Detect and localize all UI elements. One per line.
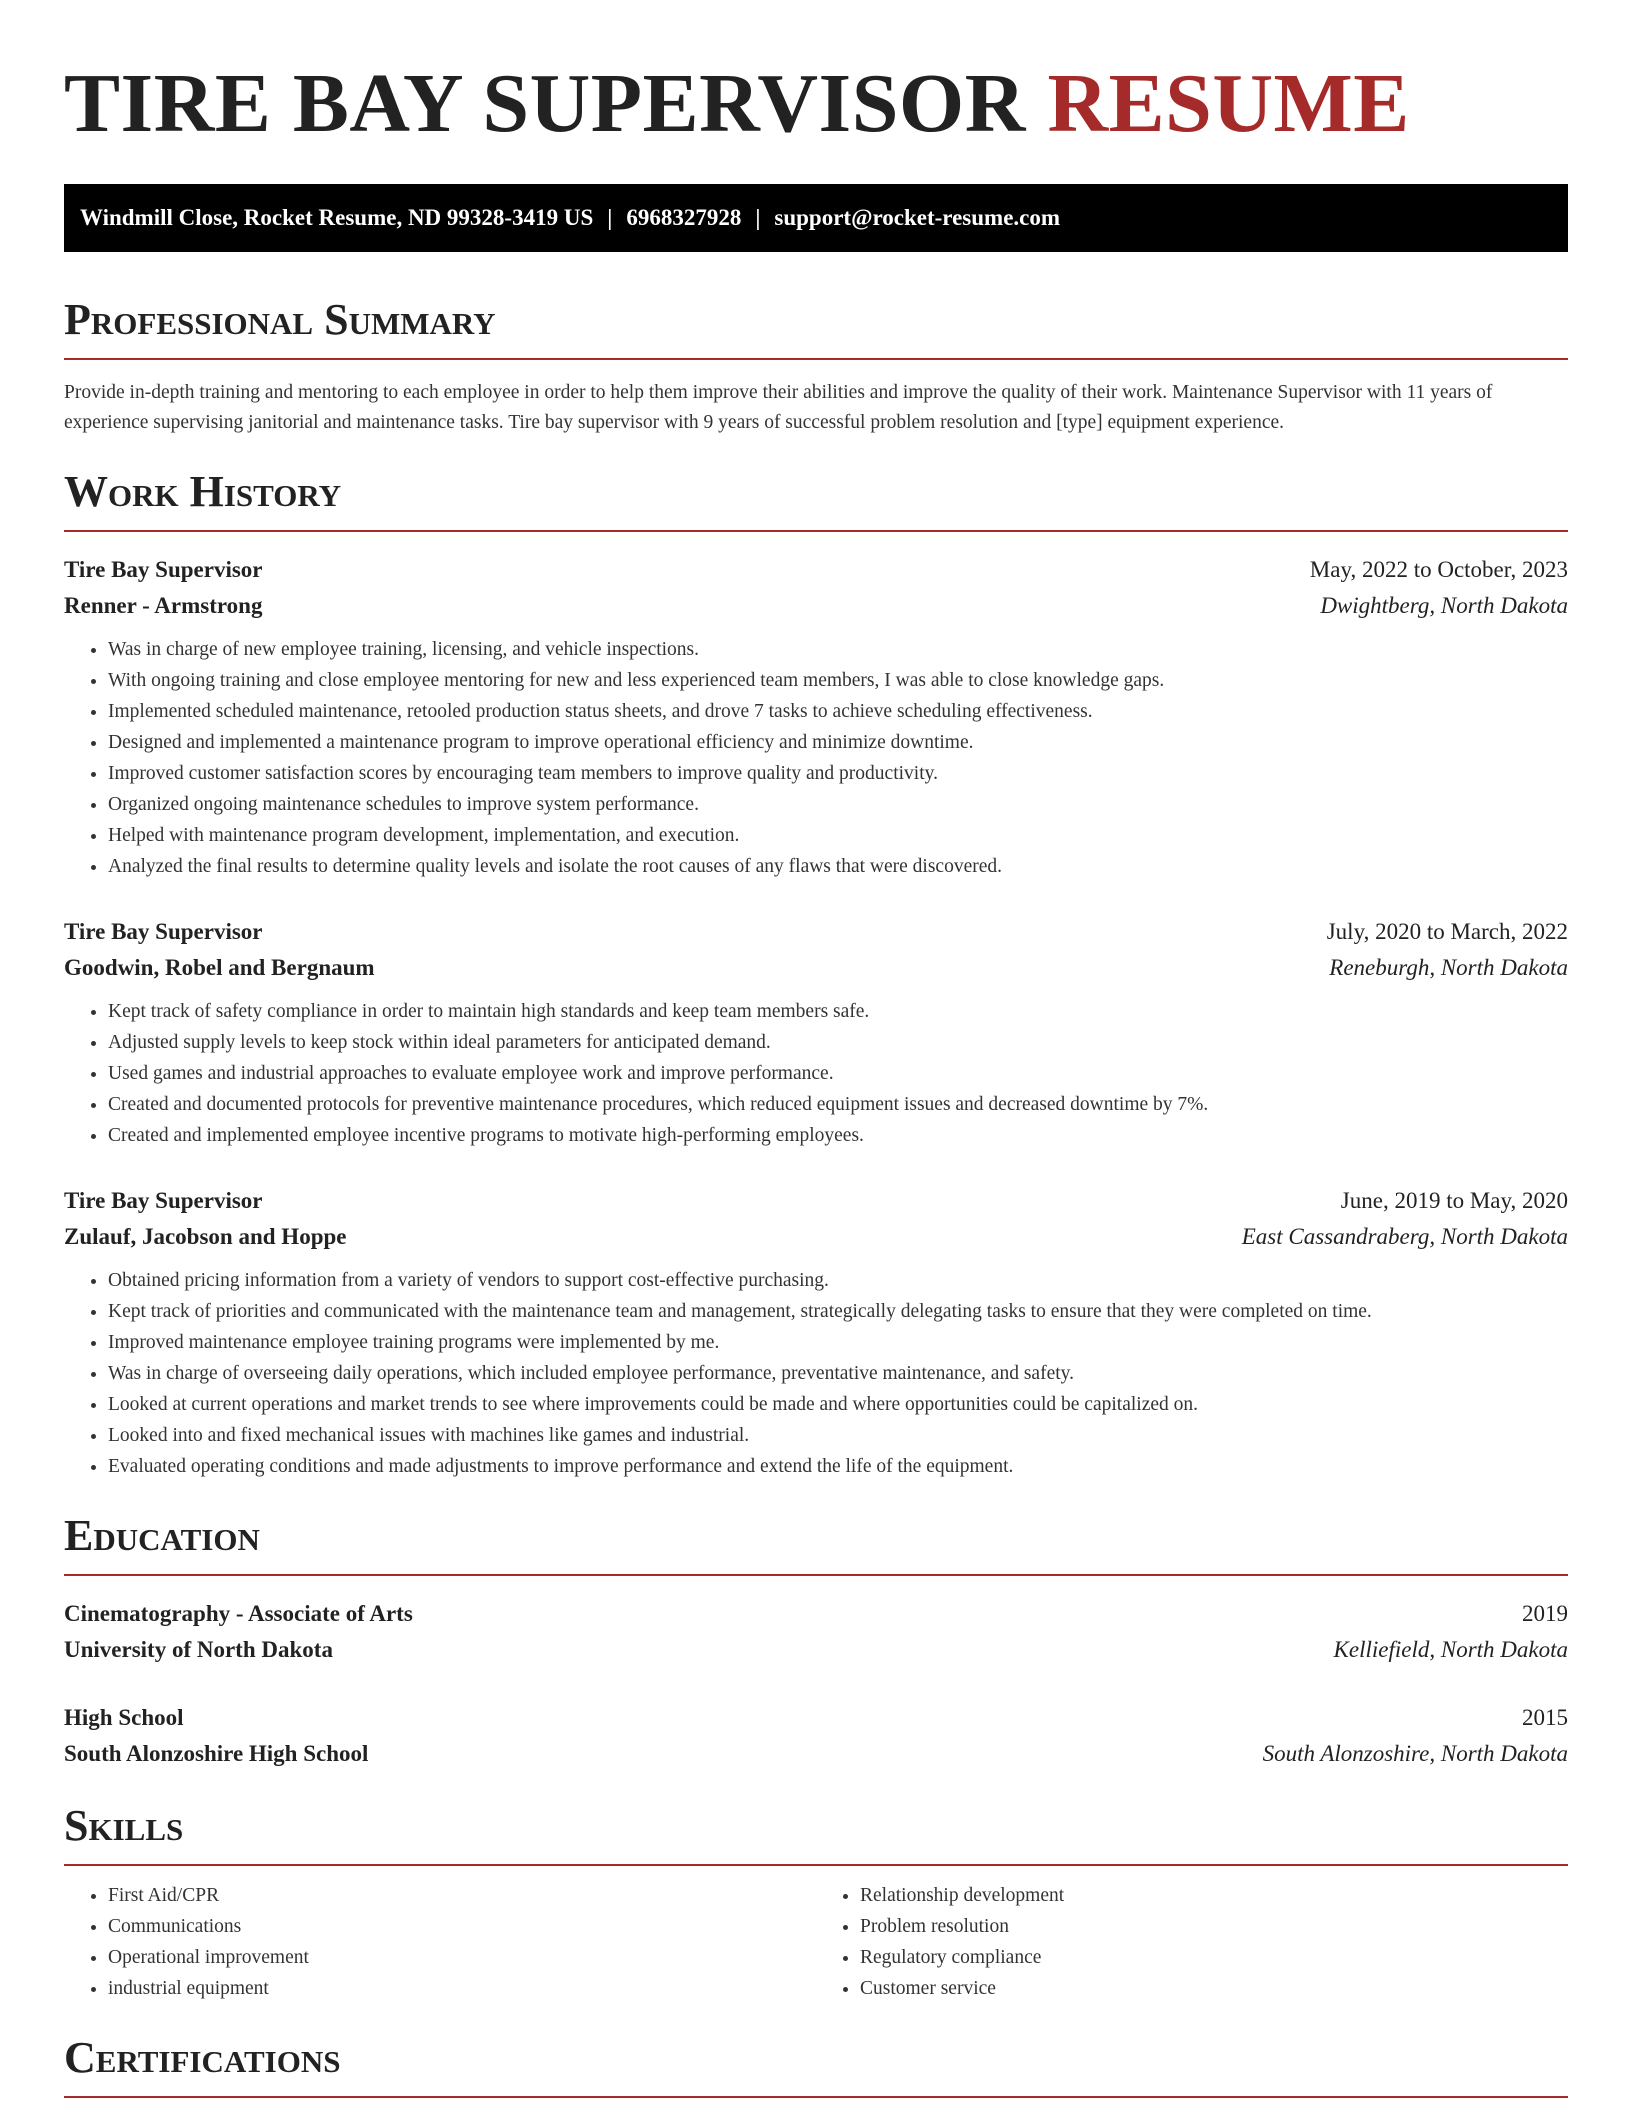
list-item: • Regulatory compliance [860, 1942, 1568, 1973]
summary-text: Provide in-depth training and mentoring to each employee in order to help them improve their abilities and improve the quality of their work. Maintenance Supervisor with 11 years of experience supervising janitorial and maintenance tasks. Tire bay supervisor with 9 years of successful problem resolution and [type] equipment experience. [64, 382, 1493, 433]
education-location: Kelliefield, North Dakota [1333, 1637, 1568, 1662]
contact-phone[interactable]: 6968327928 [626, 205, 742, 230]
job-header-row [64, 1183, 1568, 1219]
job-company-row [64, 588, 1568, 624]
list-item: • industrial equipment [108, 1973, 816, 2004]
title-main: TIRE BAY SUPERVISOR [64, 57, 1026, 150]
list-item: • Created and implemented employee incentive programs to motivate high-performing employees. [108, 1120, 1568, 1151]
skills-list-right [816, 1880, 1568, 2004]
job-entry [64, 1183, 1568, 1482]
resume-title [64, 0, 1568, 150]
job-bullets [64, 996, 1568, 1151]
education-heading: Education [64, 1511, 260, 1560]
job-bullets [64, 634, 1568, 882]
job-title: Tire Bay Supervisor [64, 557, 263, 582]
skills-grid [64, 1880, 1568, 2004]
job-entry [64, 552, 1568, 882]
job-header-row [64, 914, 1568, 950]
list-item: • Organized ongoing maintenance schedules to improve system performance. [108, 789, 1568, 820]
certifications-section [64, 2030, 1568, 2098]
skills-heading: Skills [64, 1801, 184, 1850]
education-year: 2015 [1522, 1705, 1568, 1730]
list-item: • Kept track of priorities and communicated with the maintenance team and management, strategically delegating tasks to ensure that they were completed on time. [108, 1296, 1568, 1327]
list-item: • With ongoing training and close employee mentoring for new and less experienced team members, I was able to close knowledge gaps. [108, 665, 1568, 696]
certifications-heading: Certifications [64, 2033, 341, 2082]
section-divider [64, 1864, 1568, 1866]
education-school: South Alonzoshire High School [64, 1741, 369, 1766]
summary-section [64, 292, 1568, 438]
job-header-row [64, 552, 1568, 588]
job-location: Reneburgh, North Dakota [1329, 955, 1568, 980]
job-dates: June, 2019 to May, 2020 [1340, 1188, 1568, 1213]
section-divider [64, 530, 1568, 532]
education-entry [64, 1700, 1568, 1772]
list-item: • Kept track of safety compliance in order to maintain high standards and keep team members safe. [108, 996, 1568, 1027]
job-title: Tire Bay Supervisor [64, 919, 263, 944]
title-accent: RESUME [1047, 57, 1410, 150]
contact-email[interactable]: support@rocket-resume.com [774, 205, 1061, 230]
education-school-row [64, 1632, 1568, 1668]
list-item: • Was in charge of new employee training, licensing, and vehicle inspections. [108, 634, 1568, 665]
list-item: • Improved customer satisfaction scores by encouraging team members to improve quality and productivity. [108, 758, 1568, 789]
education-location: South Alonzoshire, North Dakota [1262, 1741, 1568, 1766]
list-item: • Analyzed the final results to determine quality levels and isolate the root causes of any flaws that were discovered. [108, 851, 1568, 882]
list-item: • Relationship development [860, 1880, 1568, 1911]
list-item: • Problem resolution [860, 1911, 1568, 1942]
job-dates: July, 2020 to March, 2022 [1326, 919, 1568, 944]
list-item: • Looked at current operations and market trends to see where improvements could be made and where opportunities could be capitalized on. [108, 1389, 1568, 1420]
education-school-row [64, 1736, 1568, 1772]
list-item: • First Aid/CPR [108, 1880, 816, 1911]
job-company: Renner - Armstrong [64, 593, 263, 618]
list-item: • Operational improvement [108, 1942, 816, 1973]
education-school: University of North Dakota [64, 1637, 333, 1662]
job-title: Tire Bay Supervisor [64, 1188, 263, 1213]
list-item: • Helped with maintenance program development, implementation, and execution. [108, 820, 1568, 851]
job-company-row [64, 950, 1568, 986]
job-company: Goodwin, Robel and Bergnaum [64, 955, 375, 980]
contact-separator: | [607, 205, 613, 230]
job-company: Zulauf, Jacobson and Hoppe [64, 1224, 347, 1249]
education-header-row [64, 1596, 1568, 1632]
list-item: • Improved maintenance employee training programs were implemented by me. [108, 1327, 1568, 1358]
summary-heading: Professional Summary [64, 295, 496, 344]
contact-address: Windmill Close, Rocket Resume, ND 99328-3419 US [80, 205, 594, 230]
list-item: • Adjusted supply levels to keep stock within ideal parameters for anticipated demand. [108, 1027, 1568, 1058]
contact-separator: | [755, 205, 761, 230]
skills-list-left [64, 1880, 816, 2004]
list-item: • Looked into and fixed mechanical issues with machines like games and industrial. [108, 1420, 1568, 1451]
list-item: • Customer service [860, 1973, 1568, 2004]
work-history-section [64, 464, 1568, 1482]
job-entry [64, 914, 1568, 1151]
list-item: • Was in charge of overseeing daily operations, which included employee performance, preventative maintenance, and safety. [108, 1358, 1568, 1389]
job-location: Dwightberg, North Dakota [1320, 593, 1568, 618]
list-item: • Evaluated operating conditions and made adjustments to improve performance and extend the life of the equipment. [108, 1451, 1568, 1482]
list-item: • Designed and implemented a maintenance program to improve operational efficiency and minimize downtime. [108, 727, 1568, 758]
list-item: • Obtained pricing information from a variety of vendors to support cost-effective purchasing. [108, 1265, 1568, 1296]
education-entry [64, 1596, 1568, 1668]
list-item: • Communications [108, 1911, 816, 1942]
contact-bar [64, 184, 1568, 252]
skills-section [64, 1798, 1568, 2004]
work-history-heading: Work History [64, 467, 342, 516]
education-header-row [64, 1700, 1568, 1736]
list-item: • Implemented scheduled maintenance, retooled production status sheets, and drove 7 tasks to achieve scheduling effectiveness. [108, 696, 1568, 727]
section-divider [64, 358, 1568, 360]
education-degree: Cinematography - Associate of Arts [64, 1601, 413, 1626]
job-dates: May, 2022 to October, 2023 [1309, 557, 1568, 582]
job-company-row [64, 1219, 1568, 1255]
job-bullets [64, 1265, 1568, 1482]
education-degree: High School [64, 1705, 184, 1730]
education-year: 2019 [1522, 1601, 1568, 1626]
section-divider [64, 1574, 1568, 1576]
section-divider [64, 2096, 1568, 2098]
list-item: • Used games and industrial approaches to evaluate employee work and improve performance. [108, 1058, 1568, 1089]
job-location: East Cassandraberg, North Dakota [1241, 1224, 1568, 1249]
list-item: • Created and documented protocols for preventive maintenance procedures, which reduced equipment issues and decreased downtime by 7%. [108, 1089, 1568, 1120]
education-section [64, 1508, 1568, 1772]
